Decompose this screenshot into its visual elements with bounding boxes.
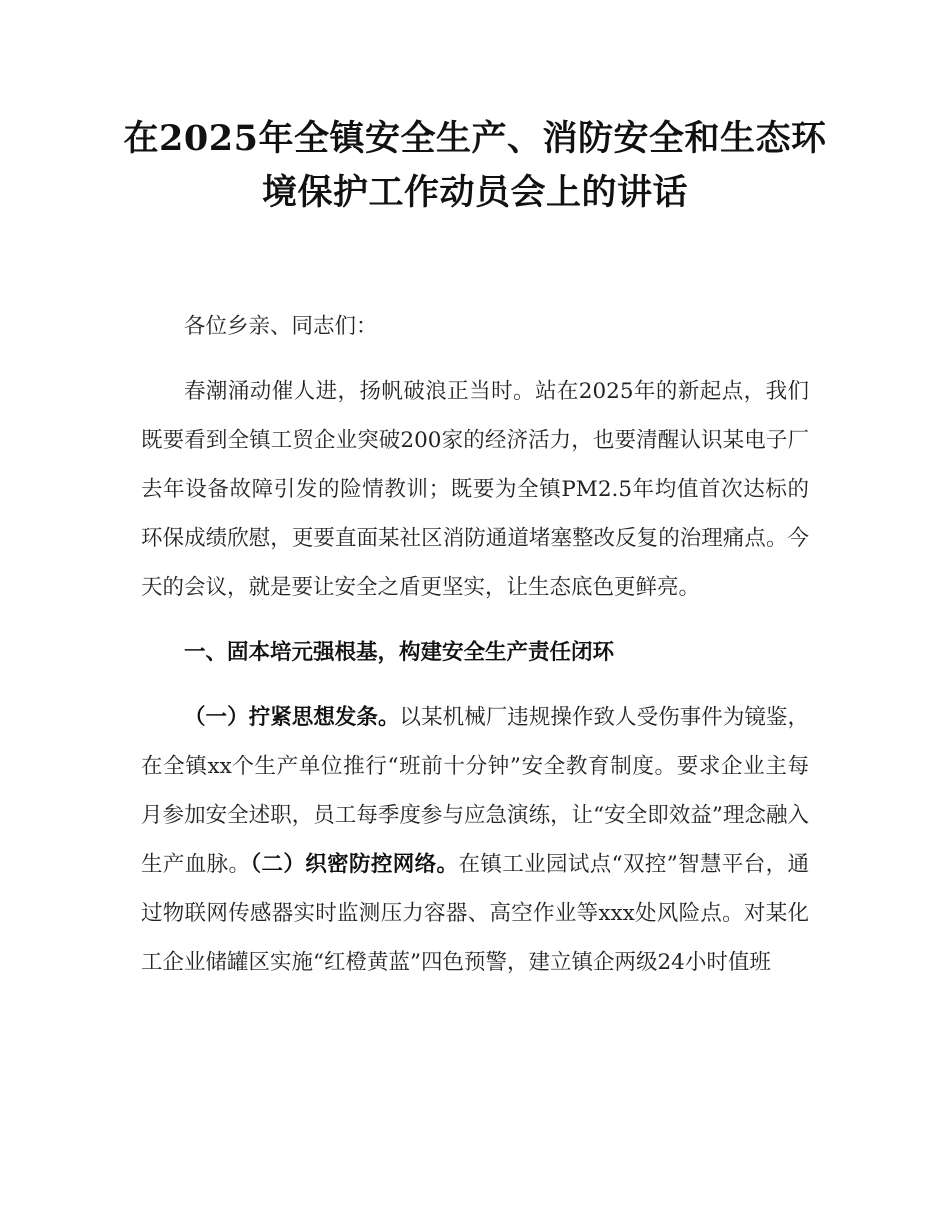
subsection-2-lead: （二）织密防控网络。 [250,852,459,877]
subsection-1-lead: （一）拧紧思想发条。 [184,705,400,730]
document-title [110,112,840,220]
document-body [141,302,809,987]
subsection-2-text: 在镇工业园试点“双控”智慧平台，通过物联网传感器实时监测压力容器、高空作业等xxx处风险点。对某化工企业储罐区实施“红橙黄蓝”四色预警，建立镇企两级24小时值班 [141,852,809,975]
title-line-1: 在2025年全镇安全生产、消防安全和生态环 [123,118,827,159]
section-1-paragraph [141,693,809,987]
section-1-heading: 一、固本培元强根基，构建安全生产责任闭环 [184,640,615,665]
intro-paragraph: 春潮涌动催人进，扬帆破浪正当时。站在2025年的新起点，我们既要看到全镇工贸企业突破200家的经济活力，也要清醒认识某电子厂去年设备故障引发的险情教训；既要为全镇PM2.5年均值首次达标的环保成绩欣慰，更要直面某社区消防通道堵塞整改反复的治理痛点。今天的会议，就是要让安全之盾更坚实，让生态底色更鲜亮。 [141,379,809,600]
title-line-2: 境保护工作动员会上的讲话 [261,172,688,213]
salutation: 各位乡亲、同志们： [184,314,378,339]
subsection-1-text: 以某机械厂违规操作致人受伤事件为镜鉴，在全镇xx个生产单位推行“班前十分钟”安全教育制度。要求企业主每月参加安全述职，员工每季度参与应急演练，让“安全即效益”理念融入生产血脉。 [141,705,809,877]
